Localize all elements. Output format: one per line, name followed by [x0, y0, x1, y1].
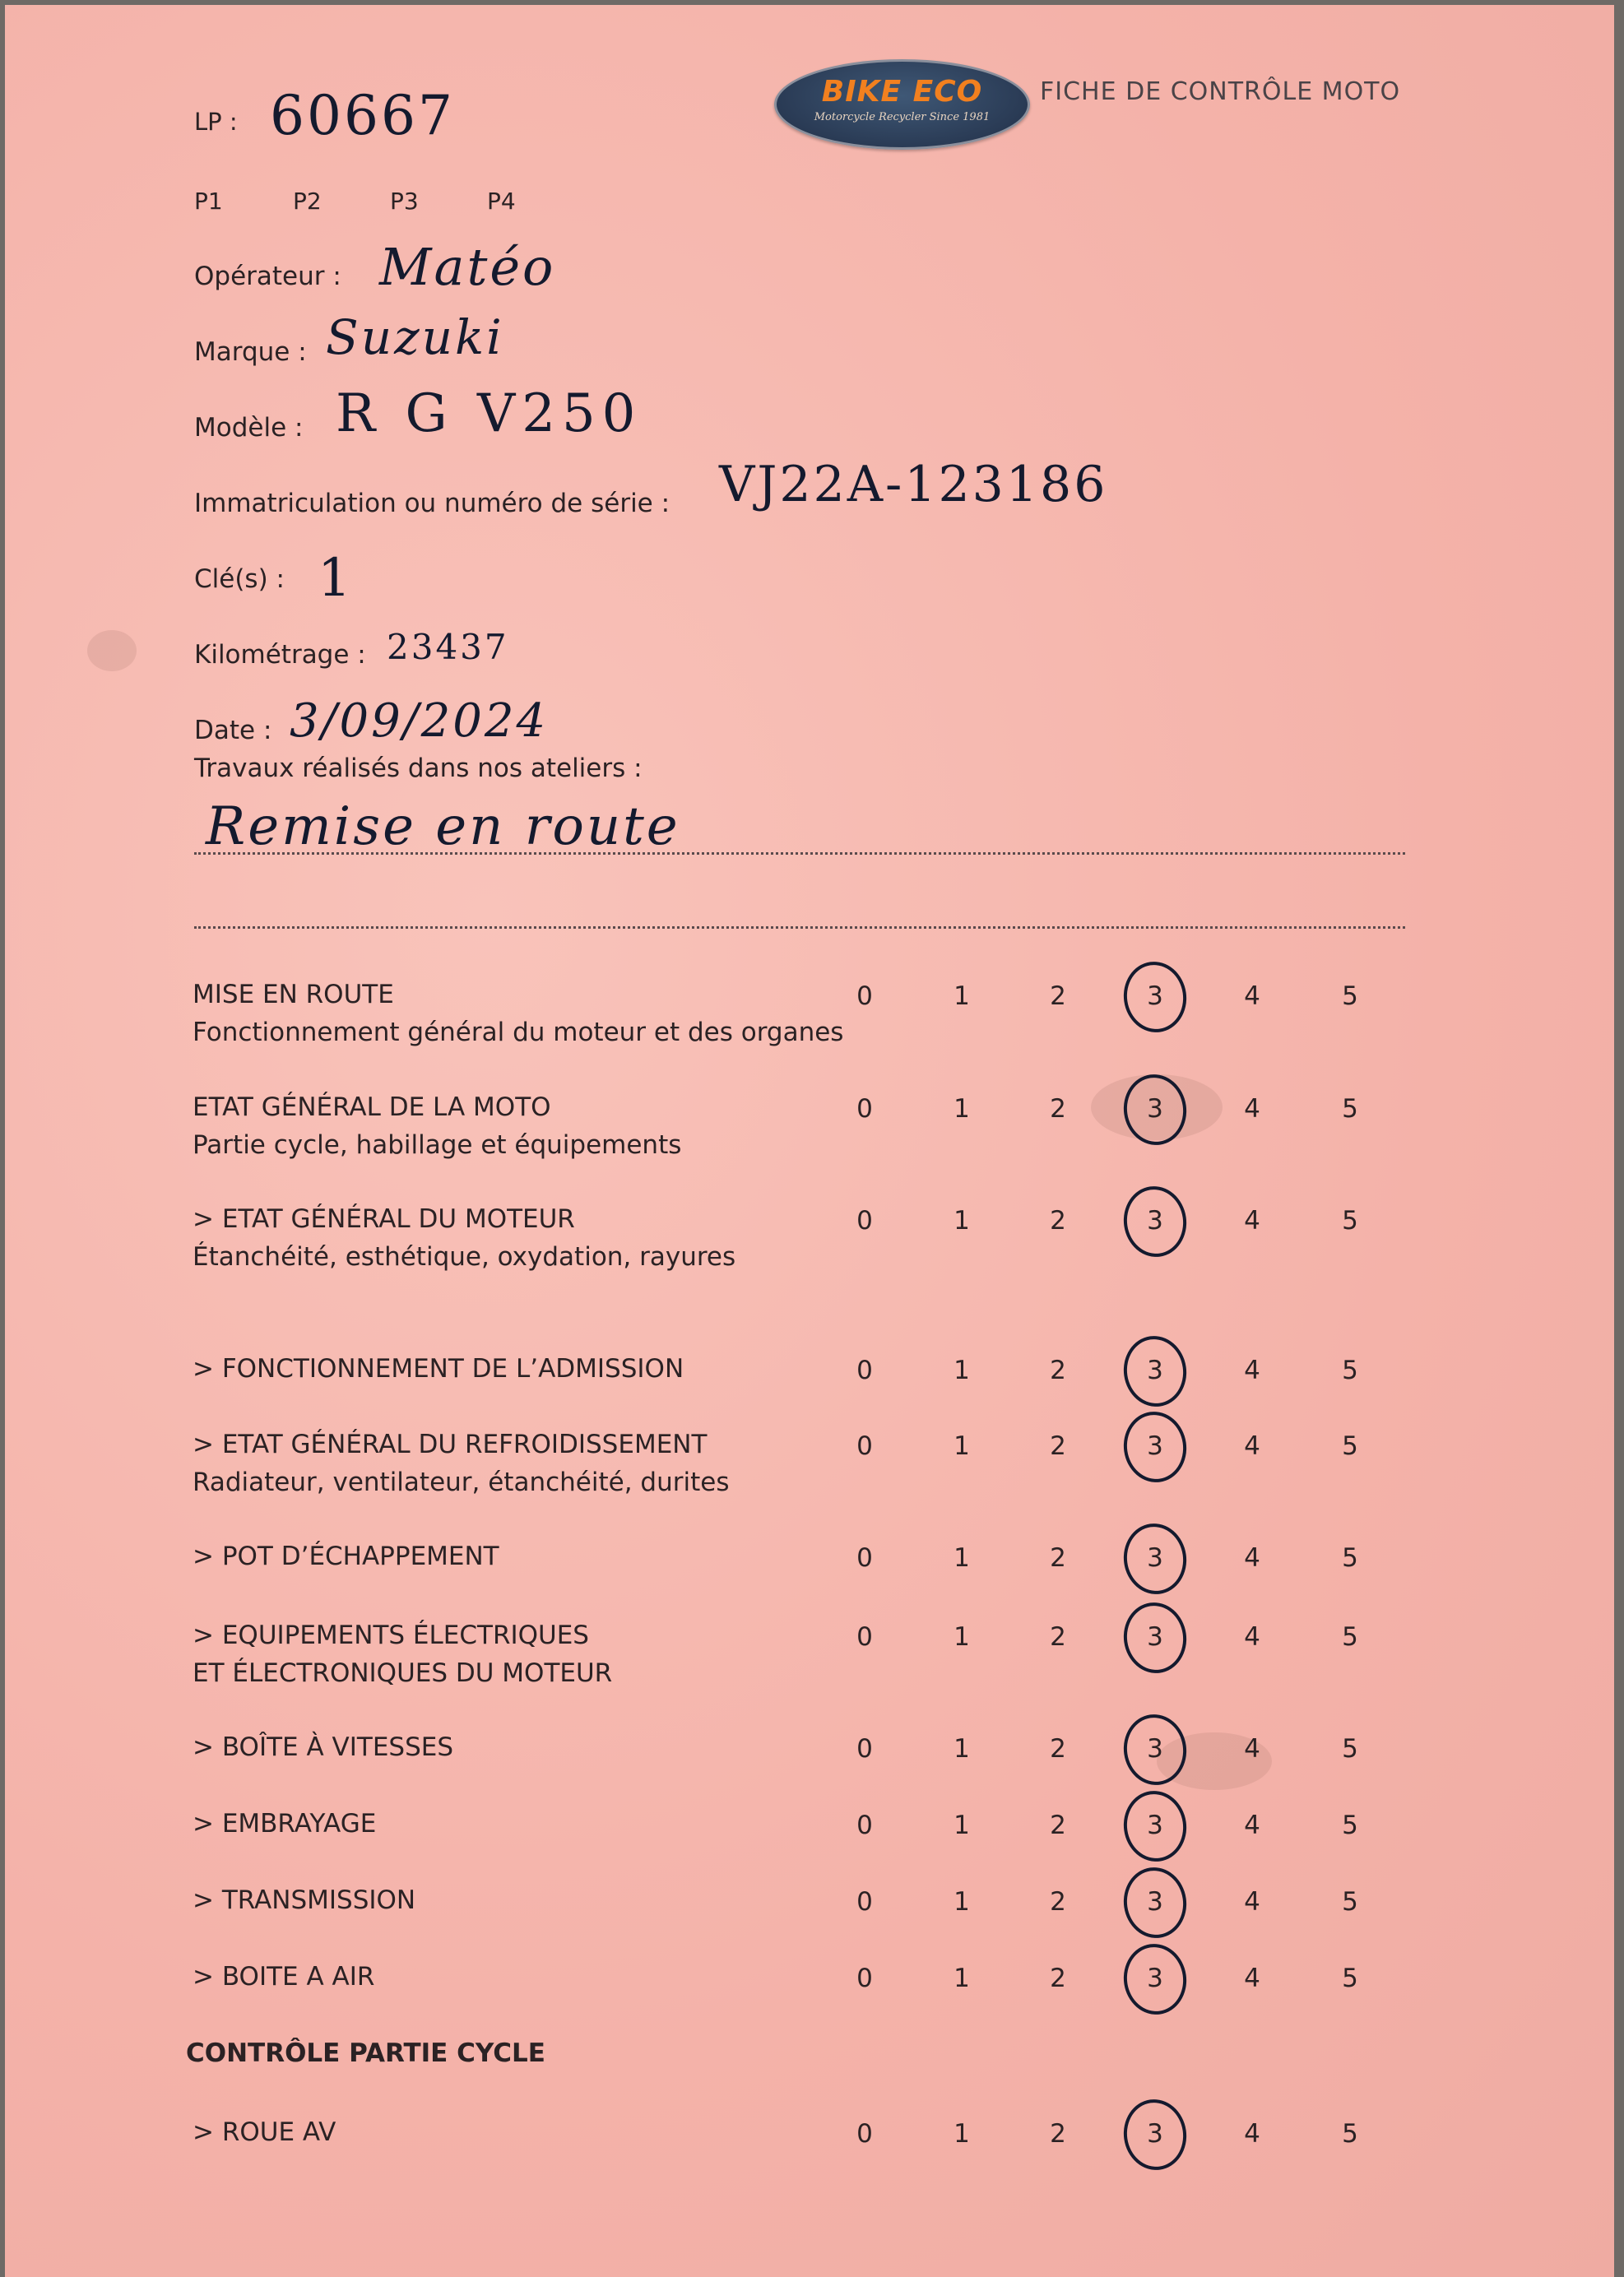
priority-p1: P1	[194, 188, 223, 215]
check-subtitle: ET ÉLECTRONIQUES DU MOTEUR	[193, 1658, 613, 1688]
score-option-3[interactable]: 3	[1147, 1887, 1163, 1917]
score-option-1[interactable]: 1	[954, 1431, 970, 1461]
score-option-4[interactable]: 4	[1244, 1356, 1260, 1385]
score-option-3[interactable]: 3	[1147, 1964, 1163, 1993]
score-option-4[interactable]: 4	[1244, 1811, 1260, 1840]
score-option-1[interactable]: 1	[954, 1206, 970, 1236]
check-title: > EQUIPEMENTS ÉLECTRIQUES	[193, 1621, 589, 1650]
score-option-3[interactable]: 3	[1147, 1356, 1163, 1385]
selected-score-circle	[1119, 1940, 1190, 2019]
score-option-0[interactable]: 0	[856, 981, 873, 1011]
selected-score-circle	[1119, 1598, 1190, 1677]
score-option-4[interactable]: 4	[1244, 981, 1260, 1011]
selected-score-circle	[1119, 958, 1190, 1036]
document-title: FICHE DE CONTRÔLE MOTO	[1040, 77, 1401, 106]
score-option-5[interactable]: 5	[1342, 1964, 1358, 1993]
score-option-2[interactable]: 2	[1050, 1964, 1066, 1993]
score-option-3[interactable]: 3	[1147, 1206, 1163, 1236]
score-option-3[interactable]: 3	[1147, 1734, 1163, 1764]
score-option-0[interactable]: 0	[856, 1356, 873, 1385]
score-option-2[interactable]: 2	[1050, 2119, 1066, 2149]
selected-score-circle	[1119, 2095, 1190, 2174]
score-option-0[interactable]: 0	[856, 1206, 873, 1236]
check-subtitle: Partie cycle, habillage et équipements	[193, 1130, 682, 1160]
score-option-0[interactable]: 0	[856, 1887, 873, 1917]
immatriculation-label: Immatriculation ou numéro de série :	[194, 489, 670, 518]
score-option-0[interactable]: 0	[856, 1734, 873, 1764]
paper-smudge	[87, 630, 137, 671]
score-option-3[interactable]: 3	[1147, 1811, 1163, 1840]
score-option-2[interactable]: 2	[1050, 1356, 1066, 1385]
priority-p4: P4	[487, 188, 516, 215]
score-option-5[interactable]: 5	[1342, 2119, 1358, 2149]
score-option-1[interactable]: 1	[954, 1811, 970, 1840]
check-title: > TRANSMISSION	[193, 1885, 416, 1915]
score-option-5[interactable]: 5	[1342, 1356, 1358, 1385]
selected-score-circle	[1119, 1182, 1190, 1261]
kilometrage-label: Kilométrage :	[194, 640, 366, 670]
score-option-4[interactable]: 4	[1244, 1622, 1260, 1652]
operateur-value: Matéo	[379, 237, 556, 297]
selected-score-circle	[1119, 1332, 1190, 1411]
score-option-4[interactable]: 4	[1244, 1094, 1260, 1124]
score-option-2[interactable]: 2	[1050, 1734, 1066, 1764]
score-option-4[interactable]: 4	[1244, 1964, 1260, 1993]
score-option-5[interactable]: 5	[1342, 1543, 1358, 1573]
score-option-3[interactable]: 3	[1147, 1431, 1163, 1461]
score-option-5[interactable]: 5	[1342, 1206, 1358, 1236]
score-option-5[interactable]: 5	[1342, 1734, 1358, 1764]
cles-label: Clé(s) :	[194, 564, 285, 594]
score-option-1[interactable]: 1	[954, 1622, 970, 1652]
operateur-label: Opérateur :	[194, 262, 341, 291]
score-option-1[interactable]: 1	[954, 1964, 970, 1993]
score-option-0[interactable]: 0	[856, 1431, 873, 1461]
score-option-3[interactable]: 3	[1147, 1094, 1163, 1124]
score-option-1[interactable]: 1	[954, 1734, 970, 1764]
score-option-3[interactable]: 3	[1147, 2119, 1163, 2149]
date-value: 3/09/2024	[290, 694, 549, 748]
priority-p2: P2	[293, 188, 322, 215]
check-title: > EMBRAYAGE	[193, 1809, 377, 1839]
score-option-2[interactable]: 2	[1050, 1431, 1066, 1461]
check-subtitle: Étanchéité, esthétique, oxydation, rayures	[193, 1242, 736, 1272]
score-option-5[interactable]: 5	[1342, 1887, 1358, 1917]
score-option-0[interactable]: 0	[856, 1622, 873, 1652]
score-option-0[interactable]: 0	[856, 1811, 873, 1840]
selected-score-circle	[1119, 1863, 1190, 1942]
score-option-1[interactable]: 1	[954, 1356, 970, 1385]
date-label: Date :	[194, 716, 272, 745]
score-option-5[interactable]: 5	[1342, 1811, 1358, 1840]
kilometrage-value: 23437	[387, 627, 509, 667]
score-option-2[interactable]: 2	[1050, 1811, 1066, 1840]
check-title: > ETAT GÉNÉRAL DU REFROIDISSEMENT	[193, 1430, 708, 1459]
score-option-5[interactable]: 5	[1342, 1431, 1358, 1461]
score-option-4[interactable]: 4	[1244, 1206, 1260, 1236]
travaux-value: Remise en route	[206, 796, 680, 857]
score-option-0[interactable]: 0	[856, 1964, 873, 1993]
section-partie-cycle-title: CONTRÔLE PARTIE CYCLE	[186, 2038, 545, 2068]
score-option-0[interactable]: 0	[856, 2119, 873, 2149]
score-option-2[interactable]: 2	[1050, 981, 1066, 1011]
check-title: > BOITE A AIR	[193, 1962, 375, 1992]
score-option-4[interactable]: 4	[1244, 1887, 1260, 1917]
bike-eco-logo	[774, 59, 1030, 150]
score-option-1[interactable]: 1	[954, 1887, 970, 1917]
logo-text: BIKE ECO	[821, 75, 983, 109]
score-option-5[interactable]: 5	[1342, 1622, 1358, 1652]
score-option-2[interactable]: 2	[1050, 1622, 1066, 1652]
score-option-4[interactable]: 4	[1244, 1431, 1260, 1461]
score-option-2[interactable]: 2	[1050, 1543, 1066, 1573]
selected-score-circle	[1119, 1407, 1190, 1486]
score-option-1[interactable]: 1	[954, 1094, 970, 1124]
check-title: > ETAT GÉNÉRAL DU MOTEUR	[193, 1204, 575, 1234]
score-option-3[interactable]: 3	[1147, 1543, 1163, 1573]
travaux-line-1	[194, 852, 1405, 855]
modele-label: Modèle :	[194, 413, 304, 443]
score-option-4[interactable]: 4	[1244, 1543, 1260, 1573]
cles-value: 1	[318, 548, 354, 609]
score-option-3[interactable]: 3	[1147, 981, 1163, 1011]
selected-score-circle	[1119, 1519, 1190, 1598]
immatriculation-value: VJ22A-123186	[719, 456, 1108, 513]
travaux-line-2	[194, 926, 1405, 929]
score-option-2[interactable]: 2	[1050, 1094, 1066, 1124]
check-subtitle: Radiateur, ventilateur, étanchéité, durites	[193, 1468, 730, 1497]
score-option-1[interactable]: 1	[954, 2119, 970, 2149]
score-option-0[interactable]: 0	[856, 1543, 873, 1573]
score-option-2[interactable]: 2	[1050, 1206, 1066, 1236]
marque-value: Suzuki	[326, 309, 504, 365]
travaux-label: Travaux réalisés dans nos ateliers :	[194, 754, 643, 783]
score-option-3[interactable]: 3	[1147, 1622, 1163, 1652]
check-title: ETAT GÉNÉRAL DE LA MOTO	[193, 1092, 551, 1122]
check-subtitle: Fonctionnement général du moteur et des organes	[193, 1018, 844, 1047]
check-title: > ROUE AV	[193, 2117, 336, 2147]
score-option-0[interactable]: 0	[856, 1094, 873, 1124]
score-option-2[interactable]: 2	[1050, 1887, 1066, 1917]
check-title: > FONCTIONNEMENT DE L’ADMISSION	[193, 1354, 684, 1384]
score-option-5[interactable]: 5	[1342, 1094, 1358, 1124]
score-option-1[interactable]: 1	[954, 1543, 970, 1573]
lp-value: 60667	[270, 84, 455, 147]
check-title: MISE EN ROUTE	[193, 980, 394, 1009]
score-option-4[interactable]: 4	[1244, 2119, 1260, 2149]
score-option-1[interactable]: 1	[954, 981, 970, 1011]
check-title: > BOÎTE À VITESSES	[193, 1732, 454, 1762]
selected-score-circle	[1119, 1787, 1190, 1866]
inspection-sheet	[5, 5, 1614, 2277]
lp-label: LP :	[194, 108, 238, 136]
score-option-5[interactable]: 5	[1342, 981, 1358, 1011]
logo-tagline: Motorcycle Recycler Since 1981	[814, 111, 991, 123]
check-title: > POT D’ÉCHAPPEMENT	[193, 1542, 499, 1571]
score-option-4[interactable]: 4	[1244, 1734, 1260, 1764]
marque-label: Marque :	[194, 337, 307, 367]
priority-p3: P3	[390, 188, 419, 215]
modele-value: R G V250	[336, 383, 643, 444]
